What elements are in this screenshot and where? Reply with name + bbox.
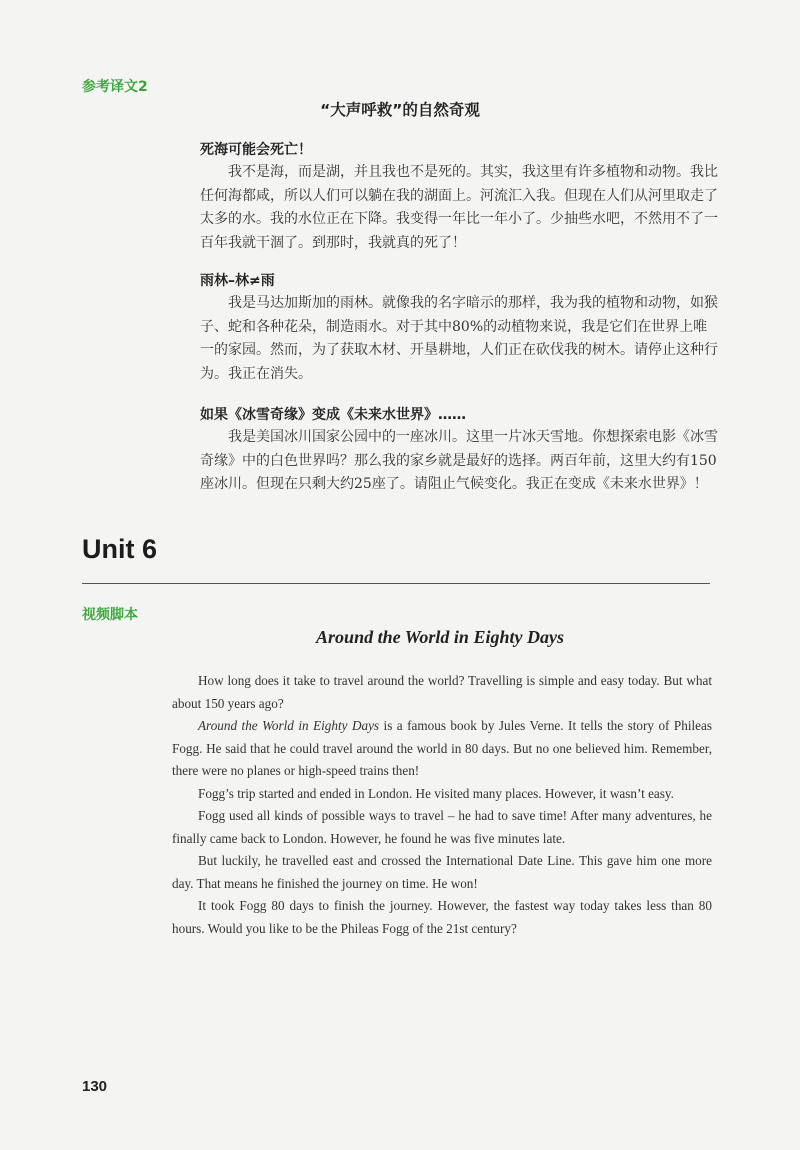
english-title: Around the World in Eighty Days	[316, 627, 564, 647]
paragraph: It took Fogg 80 days to finish the journey. However, the fastest way today takes less than 80 hours. Would you like to be the Phileas Fogg of the 21st century?	[172, 898, 712, 936]
paragraph: How long does it take to travel around the world? Travelling is simple and easy today. But what about 150 years ago?	[172, 673, 712, 711]
section-heading: 如果《冰雪奇缘》变成《未来水世界》……	[200, 407, 466, 423]
section-text: 我是美国冰川国家公园中的一座冰川。这里一片冰天雪地。你想探索电影《冰雪奇缘》中的白色世界吗？那么我的家乡就是最好的选择。两百年前，这里大约有150座冰川。但现在只剩大约25座了。请阻止气候变化。我正在变成《未来水世界》！	[200, 429, 718, 492]
book-title: Around the World in Eighty Days	[198, 718, 380, 733]
paragraph	[172, 715, 712, 783]
paragraph-text: is a famous book by Jules Verne. It tells the story of Phileas Fogg. He said that he could travel around the world in 80 days. But no one believed him. Remember, there were no planes or high-speed trains then!	[172, 718, 712, 778]
section-heading: 死海可能会死亡！	[200, 142, 312, 158]
reference-translation-label: 参考译文2	[82, 79, 148, 95]
paragraph: But luckily, he travelled east and crossed the International Date Line. This gave him one more day. That means he finished the journey on time. He won!	[172, 853, 712, 891]
video-script-label: 视频脚本	[82, 607, 138, 623]
section-dead-sea	[200, 139, 720, 255]
section-glacier	[200, 404, 720, 497]
section-text: 我是马达加斯加的雨林。就像我的名字暗示的那样，我为我的植物和动物，如猴子、蛇和各种花朵，制造雨水。对于其中80%的动植物来说，我是它们在世界上唯一的家园。然而，为了获取木材、开垦耕地，人们正在砍伐我的树木。请停止这种行为。我正在消失。	[200, 295, 718, 382]
chinese-title: “大声呼救”的自然奇观	[320, 101, 480, 119]
section-text: 我不是海，而是湖，并且我也不是死的。其实，我这里有许多植物和动物。我比任何海都咸，所以人们可以躺在我的湖面上。河流汇入我。但现在人们从河里取走了太多的水。我的水位正在下降。我变得一年比一年小了。少抽些水吧，不然用不了一百年我就干涸了。到那时，我就真的死了！	[200, 164, 718, 251]
paragraph: Fogg’s trip started and ended in London. He visited many places. However, it wasn’t easy.	[198, 785, 674, 801]
section-rainforest	[200, 270, 720, 386]
page-number: 130	[82, 1078, 108, 1095]
section-heading: 雨林–林≠雨	[200, 273, 275, 289]
video-script-body	[172, 670, 712, 940]
unit-title: Unit 6	[82, 534, 158, 564]
unit-divider	[82, 583, 710, 584]
paragraph: Fogg used all kinds of possible ways to travel – he had to save time! After many adventures, he finally came back to London. However, he found he was five minutes late.	[172, 808, 712, 846]
